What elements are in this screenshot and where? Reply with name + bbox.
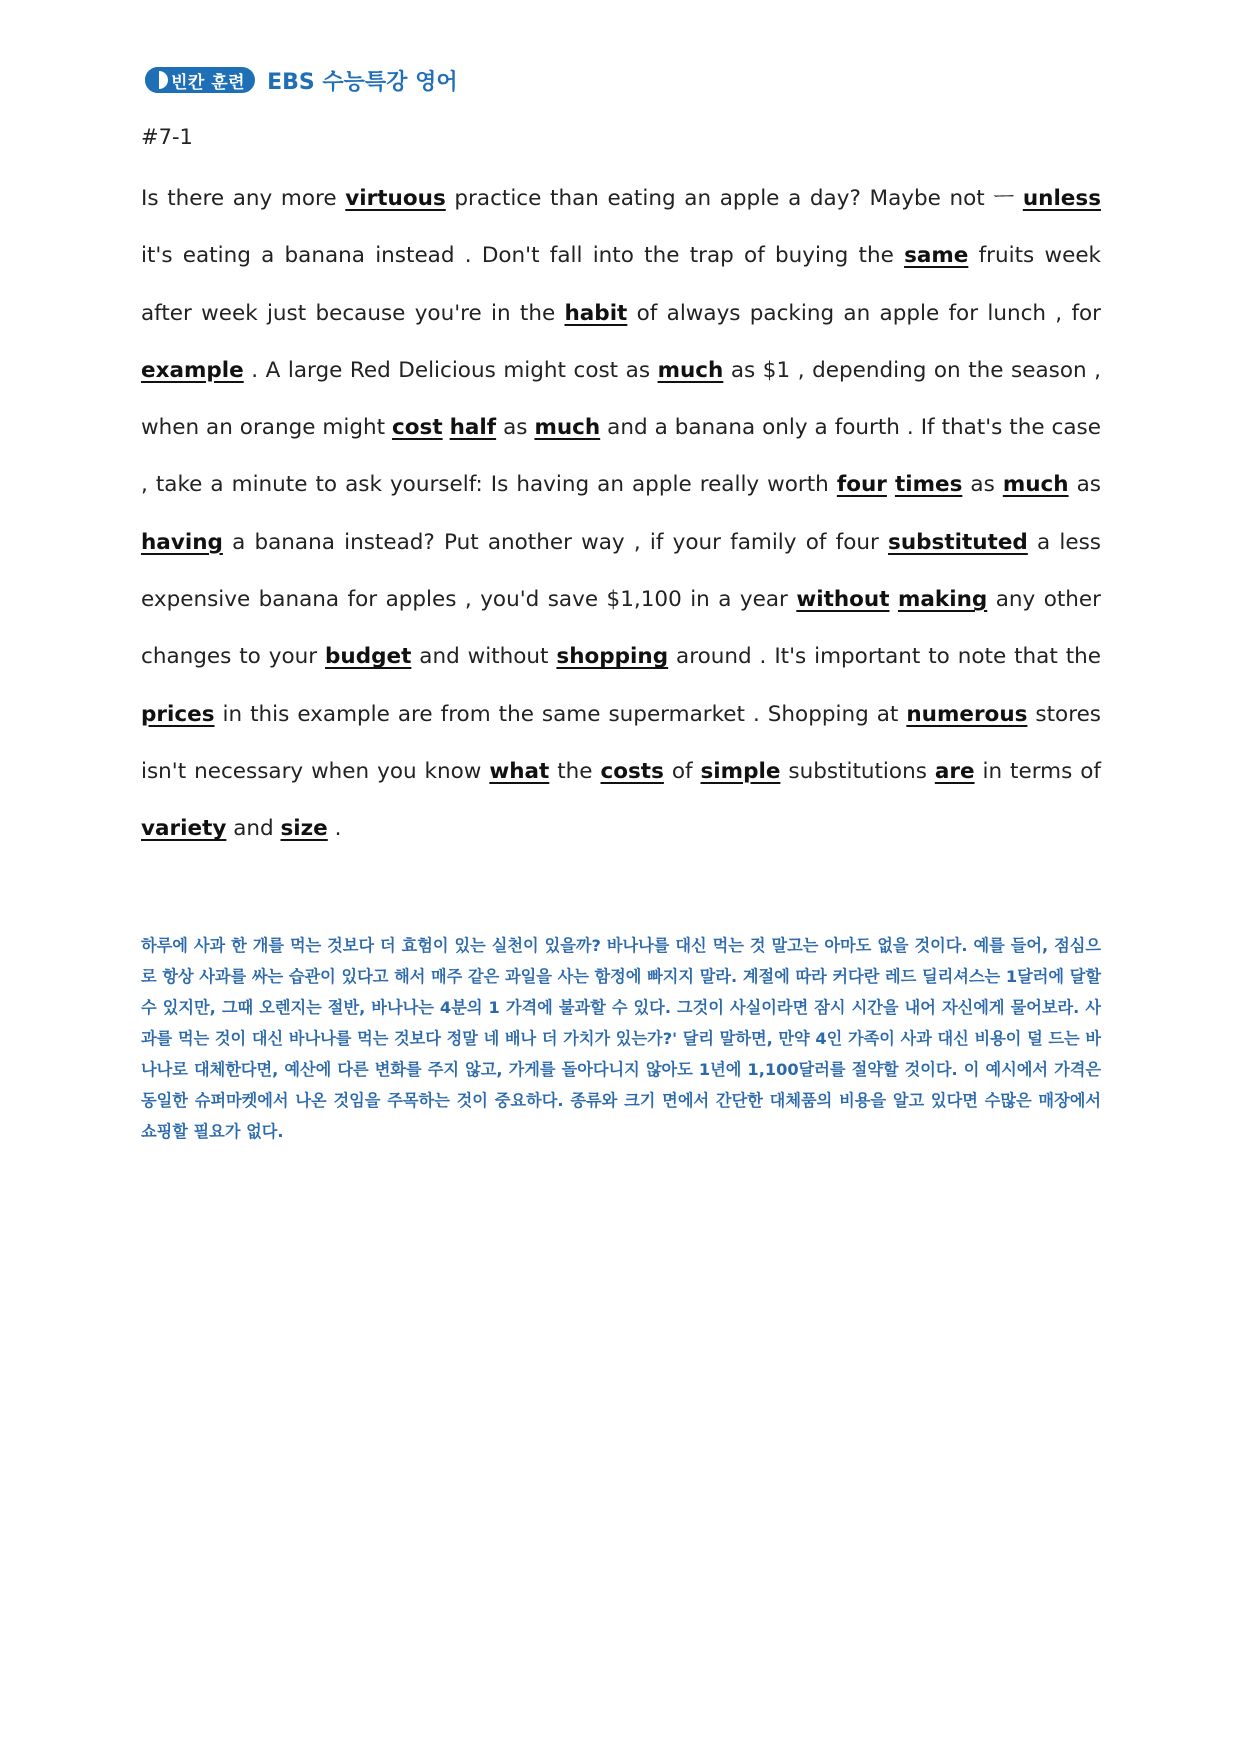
blank-word: making [897,587,988,613]
page-title: EBS 수능특강 영어 [267,69,458,95]
passage-text: Is there any more [141,186,346,211]
passage-text: around . It's important to note that the [668,644,1101,670]
passage-text: and a banana only a fourth . If that's the case , take a minute to ask yourself: Is having an apple really worth [141,415,1101,498]
passage-text: it's eating a banana instead . Don't fall into the trap of buying the [141,243,905,269]
blank-word: what [489,758,550,784]
passage-text: practice than eating an apple a day? Maybe not ㅡ [445,186,1023,211]
blank-word: much [534,415,601,441]
blank-word: half [449,415,497,441]
blank-word: numerous [906,701,1028,727]
blank-word: without [796,587,890,613]
passage-text: as [1068,472,1102,498]
passage-text: as [962,472,1003,498]
blank-word: times [894,472,963,498]
passage-text: and without [411,644,557,670]
blank-word: much [1002,472,1069,498]
passage-text: the [549,758,601,784]
passage-text: substitutions [780,758,935,784]
blank-word: costs [600,758,664,784]
blank-word: are [934,758,975,784]
passage-text: any other changes to your [141,587,1101,670]
blank-word: shopping [556,644,669,670]
blank-word: having [141,529,223,555]
passage-text: stores isn't necessary when you know [141,701,1101,784]
question-number: #7-1 [141,125,193,149]
passage-text [887,472,895,497]
blank-word: virtuous [345,186,446,211]
passage-text: and [226,816,281,842]
passage-text [890,587,898,612]
blank-word: same [904,243,969,269]
passage-text: a banana instead? Put another way , if your family of four [222,529,889,555]
blank-word: size [280,816,328,842]
passage-text: . [327,816,342,842]
badge-label: 빈칸 훈련 [171,72,246,93]
passage-text: of [663,758,701,784]
blank-word: habit [564,300,628,326]
blank-word: prices [141,701,215,727]
blank-word: substituted [888,529,1028,555]
blank-word: example [141,357,244,383]
half-moon-icon [145,67,171,93]
section-badge [145,67,255,93]
blank-word: unless [1022,186,1101,211]
blank-word: variety [141,816,227,842]
korean-translation: 하루에 사과 한 개를 먹는 것보다 더 효험이 있는 실천이 있을까? 바나나를 대신 먹는 것 말고는 아마도 없을 것이다. 예를 들어, 점심으로 항상 사과를 싸는 습관이 있다고 해서 매주 같은 과일을 사는 함정에 빠지지 말라. 계절에 따라 커다란 레드 딜리셔스는 1달러에 달할 수 있지만, 그때 오렌지는 절반, 바나나는 4분의 1 가격에 불과할 수 있다. 그것이 사실이라면 잠시 시간을 내어 자신에게 물어보라. 사과를 먹는 것이 대신 바나나를 먹는 것보다 정말 네 배나 더 가치가 있는가?' 달리 말하면, 만약 4인 가족이 사과 대신 비용이 덜 드는 바나나로 대체한다면, 예산에 다른 변화를 주지 않고, 가게를 돌아다니지 않아도 1년에 1,100달러를 절약할 것이다. 이 예시에서 가격은 동일한 슈퍼마켓에서 나온 것임을 주목하는 것이 중요하다. 종류와 크기 면에서 간단한 대체품의 비용을 알고 있다면 수많은 매장에서 쇼핑할 필요가 없다. [141,936,1101,1141]
blank-word: cost [392,415,443,441]
passage-text: in terms of [974,758,1101,784]
passage-text: as [496,415,535,441]
blank-word: much [657,357,724,383]
passage-text: a less expensive banana for apples , you'd save $1,100 in a year [141,529,1101,613]
passage-text: . A large Red Delicious might cost as [243,357,658,383]
passage-text: in this example are from the same supermarket . Shopping at [214,701,907,727]
passage-text: of always packing an apple for lunch , for [627,300,1102,326]
blank-word: simple [700,758,781,784]
passage-text [443,415,450,440]
english-passage [141,170,1101,858]
blank-word: budget [325,644,412,670]
page-header [145,60,458,100]
passage-text: as $1 , depending on the season , when an orange might [141,357,1102,441]
passage-text: fruits week after week just because you're in the [141,243,1101,326]
blank-word: four [836,472,887,498]
